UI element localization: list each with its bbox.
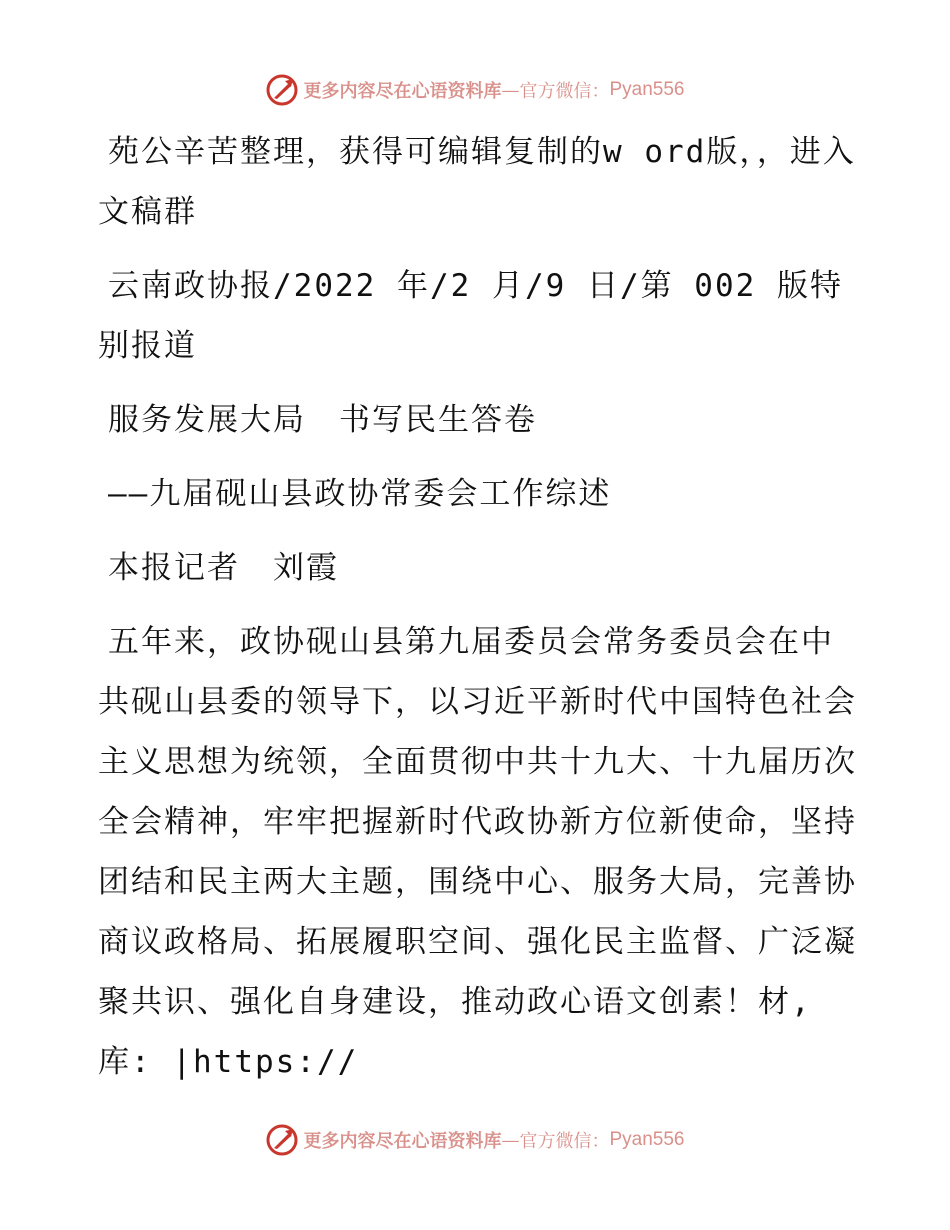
feather-pen-logo-icon <box>265 73 299 107</box>
watermark-wechat-id: Pyan556 <box>609 79 685 100</box>
document-body <box>98 122 858 1106</box>
article-subtitle: ——九届砚山县政协常委会工作综述 <box>108 476 612 512</box>
watermark-site-text: 更多内容尽在心语资料库 <box>303 81 502 102</box>
watermark-wechat-id: Pyan556 <box>609 1129 685 1150</box>
body-paragraph: 五年来，政协砚山县第九届委员会常务委员会在中共砚山县委的领导下，以习近平新时代中国特色社会主义思想为统领，全面贯彻中共十九大、十九届历次全会精神，牢牢把握新时代政协新方位新使命，坚持团结和民主两大主题，围绕中心、服务大局，完善协商议政格局、拓展履职空间、强化民主监督、广泛凝聚共识、强化自身建设，推动政心语文创素！材,库: |https:// <box>98 624 857 1080</box>
watermark-site-text: 更多内容尽在心语资料库 <box>303 1131 502 1152</box>
header-watermark <box>0 70 950 110</box>
watermark-dash: — <box>501 79 520 101</box>
watermark-wechat-label: 官方微信： <box>519 1131 610 1152</box>
watermark-wechat-label: 官方微信： <box>519 81 610 102</box>
feather-pen-logo-icon <box>265 1123 299 1157</box>
byline: 本报记者 刘霞 <box>108 550 339 586</box>
watermark-dash: — <box>501 1129 520 1151</box>
footer-watermark <box>0 1120 950 1160</box>
article-title: 服务发展大局 书写民生答卷 <box>108 402 537 438</box>
intro-note: 苑公辛苦整理，获得可编辑复制的w ord版，，进入文稿群 <box>98 134 856 230</box>
source-line: 云南政协报/2022 年/2 月/9 日/第 002 版特别报道 <box>98 268 843 364</box>
